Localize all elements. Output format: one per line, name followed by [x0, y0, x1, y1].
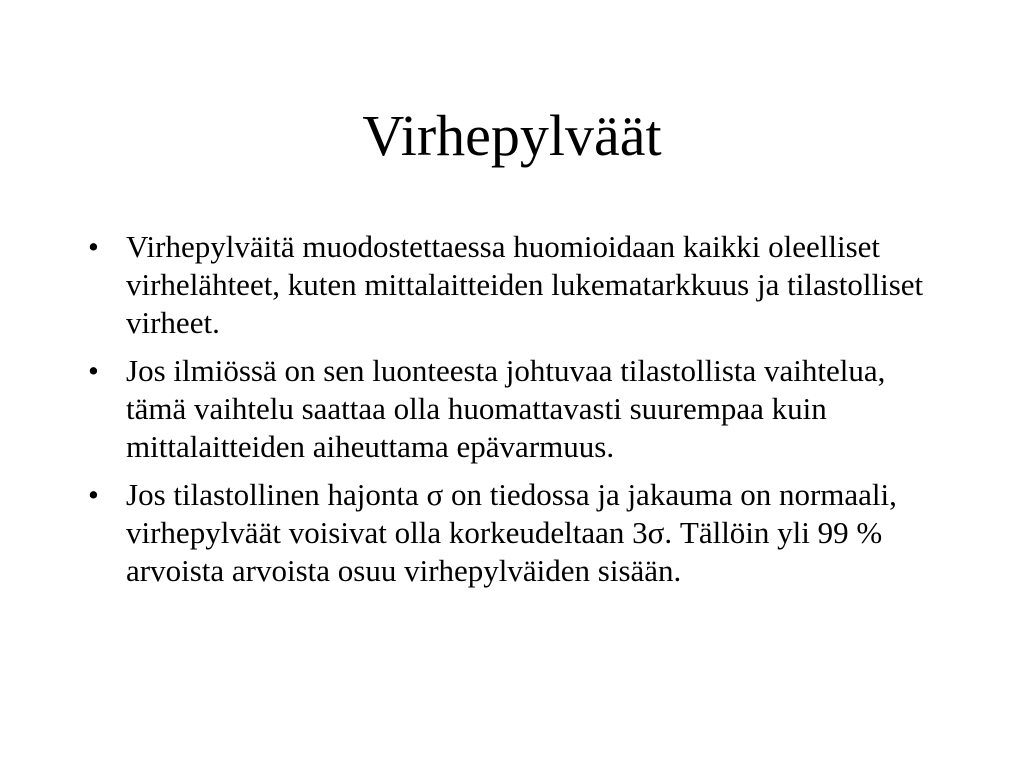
bullet-text: Jos tilastollinen hajonta σ on tiedossa ja jakauma on normaali, virhepylväät voisivat olla korkeudeltaan 3σ. Tällöin yli 99 % arvoista arvoista osuu virhepylväiden sisään.: [126, 477, 897, 588]
bullet-text: Jos ilmiössä on sen luonteesta johtuvaa tilastollista vaihtelua, tämä vaihtelu saattaa olla huomattavasti suurempaa kuin mittalaitteiden aiheuttama epävarmuus.: [126, 353, 886, 464]
bullet-item: [88, 476, 948, 590]
bullet-item: [88, 352, 948, 466]
bullet-item: [88, 228, 948, 342]
bullet-text: Virhepylväitä muodostettaessa huomioidaan kaikki oleelliset virhelähteet, kuten mittalaitteiden lukematarkkuus ja tilastolliset virheet.: [126, 229, 924, 340]
bullet-list: [88, 228, 948, 600]
slide-title: Virhepylväät: [362, 103, 662, 168]
bullet-icon: •: [88, 229, 99, 264]
bullet-icon: •: [88, 477, 99, 512]
bullet-icon: •: [88, 353, 99, 388]
